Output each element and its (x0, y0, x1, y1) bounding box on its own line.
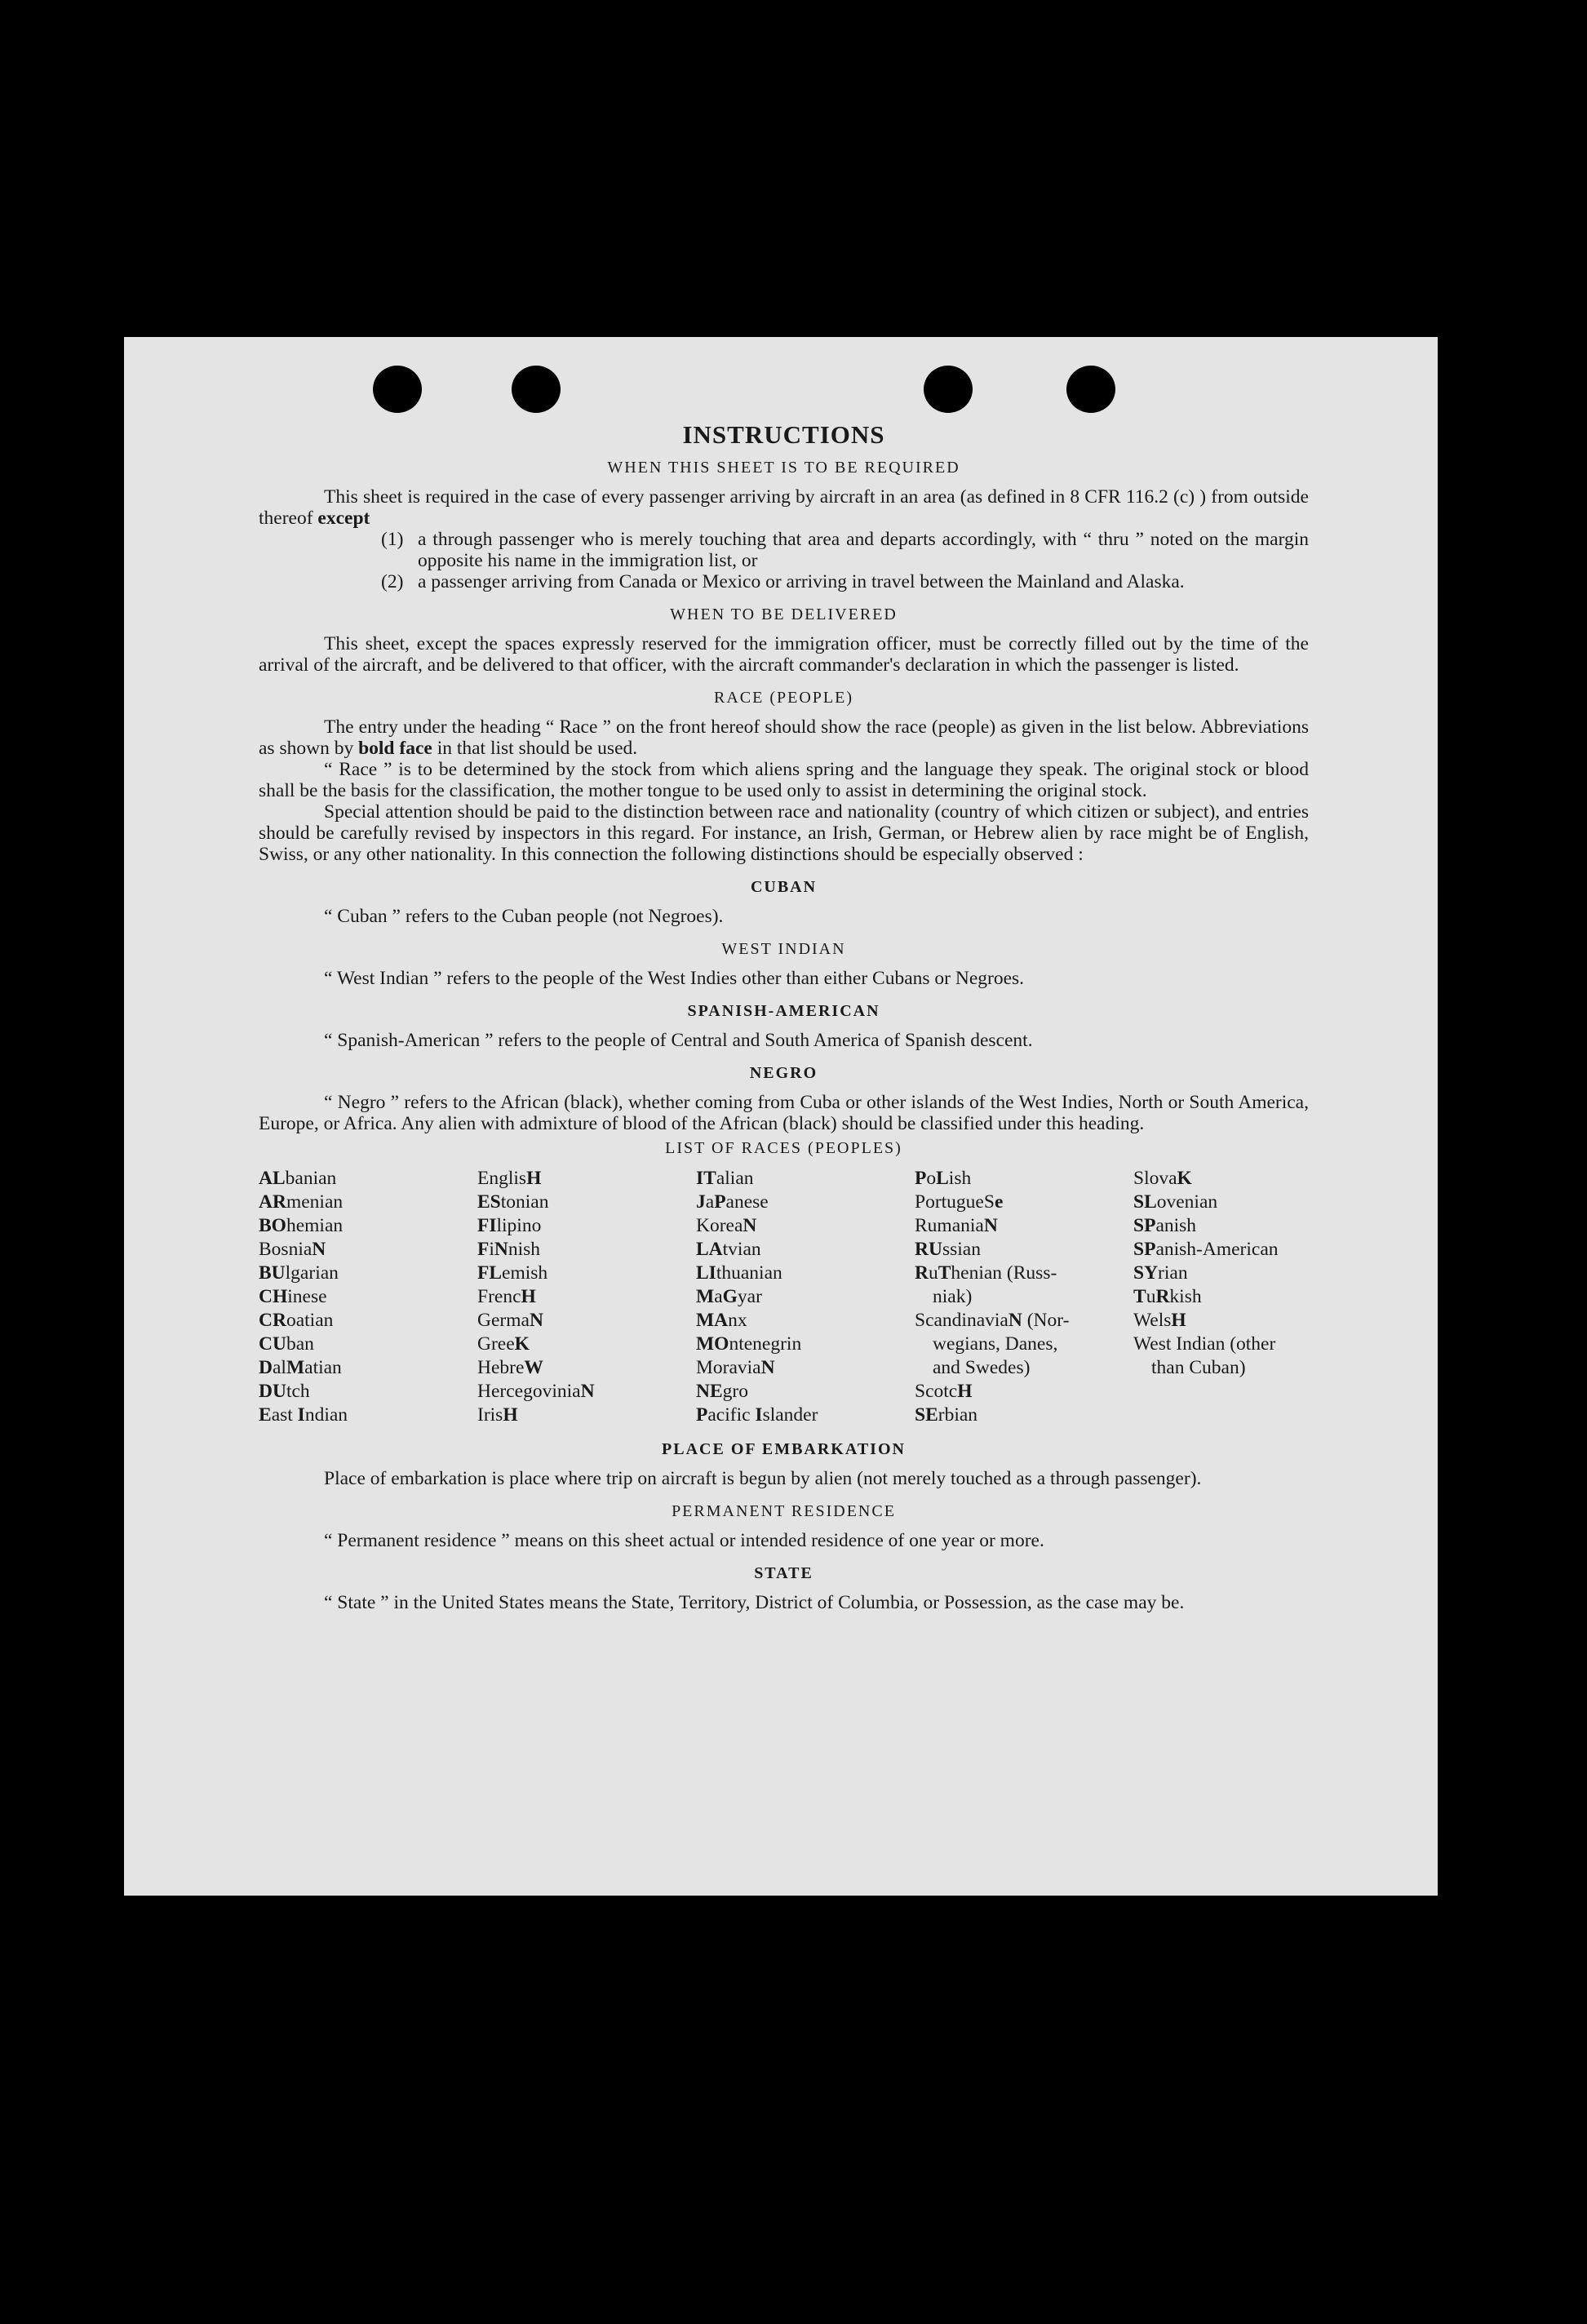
race-text: West Indian (other (1133, 1333, 1276, 1355)
race-entry (477, 1356, 696, 1380)
race-abbreviation: H (526, 1168, 542, 1189)
races-column (259, 1167, 477, 1427)
race-text: nx (728, 1310, 747, 1331)
race-entry (477, 1214, 696, 1238)
race-abbreviation: H (957, 1381, 973, 1402)
race-abbreviation: N (494, 1239, 508, 1260)
race-text: o (926, 1168, 937, 1189)
race-entry (915, 1356, 1133, 1380)
race-abbreviation: G (722, 1286, 738, 1307)
paragraph-state: “ State ” in the United States means the State, Territory, District of Columbia, or Possession, as the case may be. (324, 1592, 1185, 1613)
race-text: ssian (942, 1239, 981, 1260)
exception-number: (1) (381, 529, 404, 550)
race-abbreviation: N (529, 1310, 543, 1331)
heading-west-indian: WEST INDIAN (721, 940, 846, 958)
race-entry (259, 1380, 477, 1404)
heading-list-of-races: LIST OF RACES (PEOPLES) (665, 1139, 902, 1157)
race-entry (915, 1380, 1133, 1404)
race-abbreviation: N (983, 1215, 998, 1236)
paragraph-required (259, 486, 1309, 529)
heading-embarkation: PLACE OF EMBARKATION (662, 1440, 906, 1458)
races-column (1133, 1167, 1309, 1427)
race-entry (259, 1404, 477, 1427)
race-entry (477, 1167, 696, 1191)
race-abbreviation: R (915, 1262, 929, 1284)
race-text: tch (286, 1381, 310, 1402)
paragraph-cuban: “ Cuban ” refers to the Cuban people (not Negroes). (324, 906, 724, 927)
race-entry (915, 1285, 1133, 1309)
race-text: nish (508, 1239, 541, 1260)
race-abbreviation: P (714, 1191, 726, 1213)
race-abbreviation: M (696, 1286, 715, 1307)
document-sheet (124, 337, 1438, 1896)
race-entry (915, 1191, 1133, 1214)
race-abbreviation: CU (259, 1333, 286, 1355)
heading-cuban: CUBAN (750, 878, 818, 896)
race-entry (696, 1285, 915, 1309)
race-text: a (714, 1286, 723, 1307)
race-abbreviation: J (696, 1191, 706, 1213)
race-abbreviation: N (312, 1239, 326, 1260)
race-abbreviation: LI (696, 1262, 716, 1284)
race-text: anish (1155, 1215, 1197, 1236)
race-entry (915, 1214, 1133, 1238)
race-entry (477, 1404, 696, 1427)
race-text: inese (287, 1286, 327, 1307)
race-entry (259, 1309, 477, 1333)
race-entry (477, 1380, 696, 1404)
race-entry (259, 1333, 477, 1356)
race-text: Hebre (477, 1357, 525, 1378)
race-text: atian (304, 1357, 342, 1378)
race-abbreviation: T (938, 1262, 951, 1284)
race-text: Frenc (477, 1286, 521, 1307)
race-entry (477, 1309, 696, 1333)
race-text: anese (725, 1191, 769, 1213)
race-text: al (272, 1357, 286, 1378)
race-entry (915, 1238, 1133, 1262)
race-text: ndian (304, 1404, 348, 1426)
race-text: kish (1169, 1286, 1202, 1307)
race-text: emish (502, 1262, 548, 1284)
race-abbreviation: LA (696, 1239, 723, 1260)
race-entry (696, 1191, 915, 1214)
race-abbreviation: H (503, 1404, 518, 1426)
race-abbreviation: N (760, 1357, 775, 1378)
race-text: and Swedes) (933, 1357, 1031, 1378)
race-entry (696, 1262, 915, 1285)
instructions-content (259, 420, 1309, 1613)
race-text: than Cuban) (1151, 1357, 1246, 1378)
race-text: Iris (477, 1404, 503, 1426)
race-text: gro (722, 1381, 748, 1402)
race-text: acific (707, 1404, 756, 1426)
race-entry (259, 1285, 477, 1309)
race-text: Scandinavia (915, 1310, 1008, 1331)
race-text: ovenian (1156, 1191, 1218, 1213)
text: in that list should be used. (437, 738, 638, 759)
race-abbreviation: AL (259, 1168, 286, 1189)
paragraph-spanish-american: “ Spanish-American ” refers to the people of Central and South America of Spanish descent. (324, 1030, 1033, 1051)
punch-hole (1066, 366, 1115, 413)
race-entry (696, 1309, 915, 1333)
race-text: Korea (696, 1215, 743, 1236)
race-text: ast (271, 1404, 298, 1426)
race-text: wegians, Danes, (933, 1333, 1058, 1355)
race-entry (477, 1285, 696, 1309)
exception-item (381, 529, 1309, 571)
race-entry (696, 1167, 915, 1191)
race-entry (915, 1333, 1133, 1356)
race-text: Scotc (915, 1381, 958, 1402)
race-abbreviation: F (477, 1239, 490, 1260)
race-text: henian (Russ- (951, 1262, 1057, 1284)
race-text: ban (286, 1333, 314, 1355)
race-abbreviation: CH (259, 1286, 288, 1307)
race-entry (696, 1238, 915, 1262)
punch-hole (512, 366, 561, 413)
race-text: hemian (286, 1215, 344, 1236)
race-entry (696, 1404, 915, 1427)
race-abbreviation: H (521, 1286, 536, 1307)
heading-state: STATE (754, 1564, 813, 1582)
emphasis: bold face (358, 738, 432, 759)
race-abbreviation: H (1171, 1310, 1186, 1331)
race-abbreviation: I (297, 1404, 305, 1426)
race-text: tvian (722, 1239, 761, 1260)
race-text: Rumania (915, 1215, 984, 1236)
race-abbreviation: DU (259, 1381, 286, 1402)
race-text: a (705, 1191, 715, 1213)
race-abbreviation: SP (1133, 1239, 1156, 1260)
paragraph-race-3: Special attention should be paid to the distinction between race and nationality (country of which citizen or subject), and entries should be carefully revised by inspectors in this regard. For instance, an Irish, German, or Hebrew alien by race might be of English, Swiss, or any other nationality. In this connection the following distinctions should be especially observed : (259, 801, 1309, 865)
text: The entry under the heading “ Race ” on the front hereof should show the race (people) as given in the list below. Abbreviations as shown by (259, 716, 1309, 759)
race-text: lipino (496, 1215, 542, 1236)
race-text: PortugueS (915, 1191, 995, 1213)
race-entry (696, 1380, 915, 1404)
exception-item (381, 571, 1309, 592)
race-text: ish (948, 1168, 972, 1189)
paragraph-delivered: This sheet, except the spaces expressly reserved for the immigration officer, must be correctly filled out by the time of the arrival of the aircraft, and be delivered to that officer, with the aircraft commander's declaration in which the passenger is listed. (259, 633, 1309, 676)
race-abbreviation: FL (477, 1262, 503, 1284)
race-text: ntenegrin (729, 1333, 802, 1355)
race-entry (915, 1262, 1133, 1285)
race-abbreviation: N (580, 1381, 595, 1402)
paragraph-negro: “ Negro ” refers to the African (black), whether coming from Cuba or other islands of the West Indies, North or South America, Europe, or Africa. Any alien with admixture of blood of the African (black) should be classified under this heading. (259, 1092, 1309, 1134)
race-entry (259, 1356, 477, 1380)
race-text: niak) (933, 1286, 973, 1307)
exception-text: a through passenger who is merely touching that area and departs accordingly, with “ thru ” noted on the margin opposite his name in the immigration list, or (418, 529, 1309, 571)
text: This sheet is required in the case of every passenger arriving by aircraft in an area (as defined in 8 CFR 116.2 (c) ) from outside thereof (259, 486, 1309, 529)
race-abbreviation: IT (696, 1168, 716, 1189)
race-abbreviation: E (259, 1404, 272, 1426)
race-entry (259, 1262, 477, 1285)
race-text: Gree (477, 1333, 515, 1355)
race-text: Bosnia (259, 1239, 313, 1260)
paragraph-west-indian: “ West Indian ” refers to the people of the West Indies other than either Cubans or Negroes. (324, 968, 1025, 989)
race-entry (1133, 1309, 1309, 1333)
paragraph-race-2: “ Race ” is to be determined by the stock from which aliens spring and the language they speak. The original stock or blood shall be the basis for the classification, the mother tongue to be used only to assist in determining the original stock. (259, 759, 1309, 801)
race-abbreviation: AR (259, 1191, 286, 1213)
race-entry (259, 1214, 477, 1238)
race-abbreviation: T (1133, 1286, 1146, 1307)
race-entry (915, 1309, 1133, 1333)
heading-when-required: WHEN THIS SHEET IS TO BE REQUIRED (607, 459, 960, 477)
race-entry (915, 1167, 1133, 1191)
race-text: u (928, 1262, 938, 1284)
race-entry (915, 1404, 1133, 1427)
race-entry (696, 1333, 915, 1356)
race-abbreviation: D (259, 1357, 273, 1378)
race-entry (1133, 1191, 1309, 1214)
heading-when-delivered: WHEN TO BE DELIVERED (670, 605, 898, 623)
race-text: (Nor- (1022, 1310, 1070, 1331)
race-text: Germa (477, 1310, 530, 1331)
race-abbreviation: ES (477, 1191, 501, 1213)
race-text: oatian (286, 1310, 334, 1331)
race-abbreviation: FI (477, 1215, 497, 1236)
race-abbreviation: SL (1133, 1191, 1157, 1213)
race-abbreviation: N (743, 1215, 757, 1236)
race-entry (1133, 1356, 1309, 1380)
race-entry (1133, 1262, 1309, 1285)
race-abbreviation: M (286, 1357, 305, 1378)
race-entry (1133, 1238, 1309, 1262)
race-abbreviation: W (524, 1357, 543, 1378)
race-text: lgarian (285, 1262, 339, 1284)
punch-hole (373, 366, 422, 413)
race-text: slander (762, 1404, 818, 1426)
race-abbreviation: BU (259, 1262, 286, 1284)
race-text: i (489, 1239, 494, 1260)
race-entry (696, 1214, 915, 1238)
race-entry (1133, 1333, 1309, 1356)
heading-spanish-american: SPANISH-AMERICAN (687, 1002, 880, 1020)
emphasis: except (317, 508, 370, 529)
race-text: banian (285, 1168, 337, 1189)
race-entry (1133, 1167, 1309, 1191)
race-abbreviation: CR (259, 1310, 286, 1331)
exceptions-list (259, 529, 1309, 592)
races-table (259, 1167, 1309, 1427)
race-entry (477, 1262, 696, 1285)
heading-race: RACE (PEOPLE) (714, 689, 853, 707)
race-abbreviation: K (514, 1333, 530, 1355)
race-text: tonian (500, 1191, 549, 1213)
race-abbreviation: SY (1133, 1262, 1159, 1284)
exception-number: (2) (381, 571, 404, 592)
punch-hole (924, 366, 973, 413)
race-abbreviation: RU (915, 1239, 942, 1260)
races-column (696, 1167, 915, 1427)
race-abbreviation: SE (915, 1404, 938, 1426)
race-text: alian (716, 1168, 754, 1189)
heading-negro: NEGRO (749, 1064, 818, 1082)
race-text: rbian (938, 1404, 978, 1426)
race-entry (696, 1356, 915, 1380)
race-abbreviation: e (994, 1191, 1004, 1213)
race-abbreviation: K (1177, 1168, 1192, 1189)
race-abbreviation: MO (696, 1333, 729, 1355)
race-abbreviation: L (936, 1168, 949, 1189)
race-entry (259, 1191, 477, 1214)
race-abbreviation: SP (1133, 1215, 1156, 1236)
races-column (477, 1167, 696, 1427)
race-text: Wels (1133, 1310, 1172, 1331)
race-abbreviation: BO (259, 1215, 286, 1236)
race-abbreviation: P (915, 1168, 927, 1189)
race-entry (259, 1167, 477, 1191)
exception-text: a passenger arriving from Canada or Mexico or arriving in travel between the Mainland and Alaska. (418, 571, 1185, 592)
race-text: Moravia (696, 1357, 761, 1378)
race-abbreviation: NE (696, 1381, 723, 1402)
race-text: u (1146, 1286, 1156, 1307)
race-abbreviation: R (1155, 1286, 1170, 1307)
race-text: yar (737, 1286, 762, 1307)
race-entry (477, 1333, 696, 1356)
race-entry (477, 1238, 696, 1262)
paragraph-residence: “ Permanent residence ” means on this sheet actual or intended residence of one year or more. (324, 1530, 1044, 1551)
race-entry (1133, 1214, 1309, 1238)
race-abbreviation: P (696, 1404, 708, 1426)
paragraph-embarkation: Place of embarkation is place where trip on aircraft is begun by alien (not merely touched as a through passenger). (324, 1468, 1202, 1489)
race-text: rian (1158, 1262, 1188, 1284)
page-title: INSTRUCTIONS (682, 420, 885, 449)
race-text: menian (286, 1191, 344, 1213)
paragraph-race-1 (259, 716, 1309, 759)
race-abbreviation: N (1008, 1310, 1022, 1331)
race-text: anish-American (1155, 1239, 1279, 1260)
race-abbreviation: MA (696, 1310, 729, 1331)
heading-residence: PERMANENT RESIDENCE (672, 1502, 896, 1520)
race-text: Slova (1133, 1168, 1177, 1189)
race-entry (477, 1191, 696, 1214)
race-entry (259, 1238, 477, 1262)
race-entry (1133, 1285, 1309, 1309)
race-text: Hercegovinia (477, 1381, 581, 1402)
races-column (915, 1167, 1133, 1427)
race-text: Englis (477, 1168, 527, 1189)
race-text: thuanian (716, 1262, 782, 1284)
race-abbreviation: I (755, 1404, 763, 1426)
